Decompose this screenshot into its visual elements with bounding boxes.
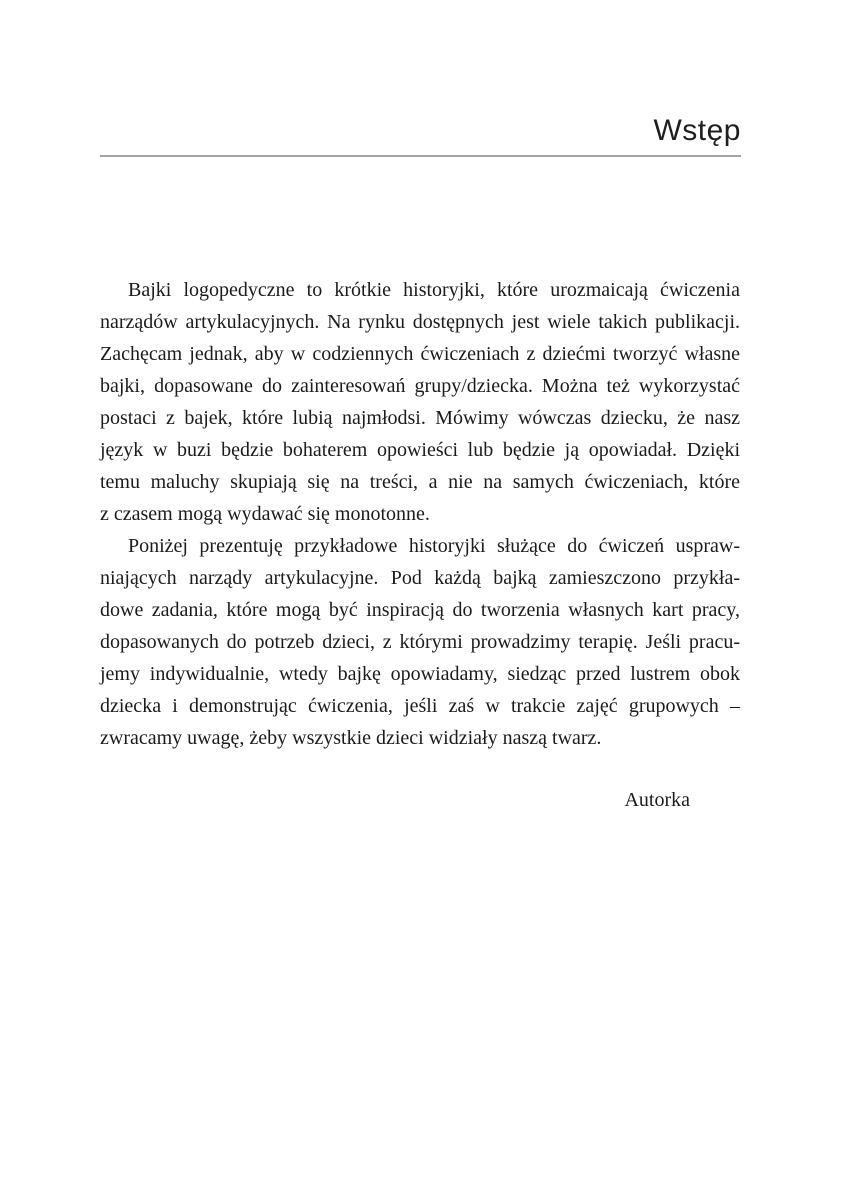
text-line: Zachęcam jednak, aby w codziennych ćwiczeniach z dziećmi tworzyć własne — [100, 343, 740, 365]
text-line: Poniżej prezentuję przykładowe historyjki służące do ćwiczeń uspraw- — [128, 535, 740, 557]
title-divider-rule — [100, 155, 741, 157]
text-line: temu maluchy skupiają się na treści, a nie na samych ćwiczeniach, które — [100, 471, 740, 493]
text-line: dopasowanych do potrzeb dzieci, z którymi prowadzimy terapię. Jeśli pracu- — [100, 631, 740, 653]
paragraph — [100, 530, 740, 754]
text-line: język w buzi będzie bohaterem opowieści lub będzie ją opowiadał. Dzięki — [100, 439, 740, 461]
text-line: bajki, dopasowane do zainteresowań grupy/dziecka. Można też wykorzystać — [100, 375, 740, 397]
text-line: dowe zadania, które mogą być inspiracją do tworzenia własnych kart pracy, — [100, 599, 740, 621]
paragraph — [100, 274, 740, 530]
text-line: dziecka i demonstrując ćwiczenia, jeśli zaś w trakcie zajęć grupowych – — [100, 695, 740, 717]
text-line: niających narządy artykulacyjne. Pod każdą bajką zamieszczono przykła- — [100, 567, 740, 589]
text-line: z czasem mogą wydawać się monotonne. — [100, 503, 430, 525]
page-body — [100, 274, 740, 816]
text-line: zwracamy uwagę, żeby wszystkie dzieci widziały naszą twarz. — [100, 727, 602, 749]
chapter-title: Wstęp — [653, 114, 741, 147]
author-signature: Autorka — [624, 789, 690, 811]
text-line: narządów artykulacyjnych. Na rynku dostępnych jest wiele takich publikacji. — [100, 311, 740, 333]
text-line: Bajki logopedyczne to krótkie historyjki, które urozmaicają ćwiczenia — [128, 279, 740, 301]
text-line: postaci z bajek, które lubią najmłodsi. Mówimy wówczas dziecku, że nasz — [100, 407, 740, 429]
text-line: jemy indywidualnie, wtedy bajkę opowiadamy, siedząc przed lustrem obok — [100, 663, 740, 685]
